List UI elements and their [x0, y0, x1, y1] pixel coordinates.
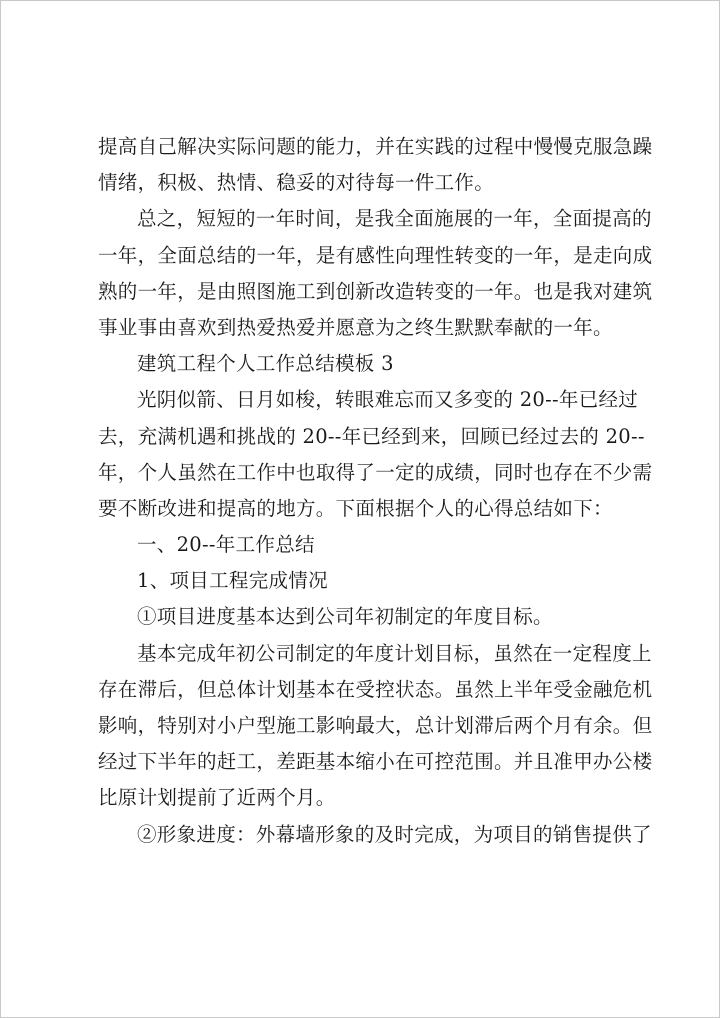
text-line: 提高自己解决实际问题的能力，并在实践的过程中慢慢克服急躁: [98, 135, 653, 158]
text-line: 要不断改进和提高的地方。下面根据个人的心得总结如下：: [98, 496, 613, 520]
text-line: 经过下半年的赶工，差距基本缩小在可控范围。并且准甲办公楼: [98, 750, 653, 774]
text-line: 年，个人虽然在工作中也取得了一定的成绩，同时也存在不少需: [98, 460, 653, 484]
text-line: 熟的一年，是由照图施工到创新改造转变的一年。也是我对建筑: [98, 279, 653, 303]
paragraph-line: 基本完成年初公司制定的年度计划目标，虽然在一定程度上: [137, 641, 652, 665]
text-line: 去，充满机遇和挑战的 20--年已经到来，回顾已经过去的 20--: [98, 424, 645, 448]
numbered-item: ①项目进度基本达到公司年初制定的年度目标。: [137, 605, 553, 629]
paragraph-line: 光阴似箭、日月如梭，转眼难忘而又多变的 20--年已经过: [137, 388, 639, 412]
text-line: 影响，特别对小户型施工影响最大，总计划滞后两个月有余。但: [98, 714, 653, 737]
text-line: 存在滞后，但总体计划基本在受控状态。虽然上半年受金融危机: [98, 677, 653, 701]
text-line: 一年，全面总结的一年，是有感性向理性转变的一年，是走向成: [98, 243, 653, 267]
section-title: 建筑工程个人工作总结模板 3: [137, 352, 394, 376]
numbered-item: ②形象进度：外幕墙形象的及时完成，为项目的销售提供了: [137, 822, 652, 846]
text-line: 情绪，积极、热情、稳妥的对待每一件工作。: [98, 171, 495, 195]
subsection-heading: 1、项目工程完成情况: [137, 569, 328, 593]
text-line: 事业事由喜欢到热爱热爱并愿意为之终生默默奉献的一年。: [98, 315, 613, 339]
text-line: 比原计划提前了近两个月。: [98, 786, 336, 810]
document-body: [98, 129, 653, 853]
section-heading: 一、20--年工作总结: [137, 533, 315, 557]
paragraph-line: 总之，短短的一年时间，是我全面施展的一年，全面提高的: [137, 207, 652, 231]
